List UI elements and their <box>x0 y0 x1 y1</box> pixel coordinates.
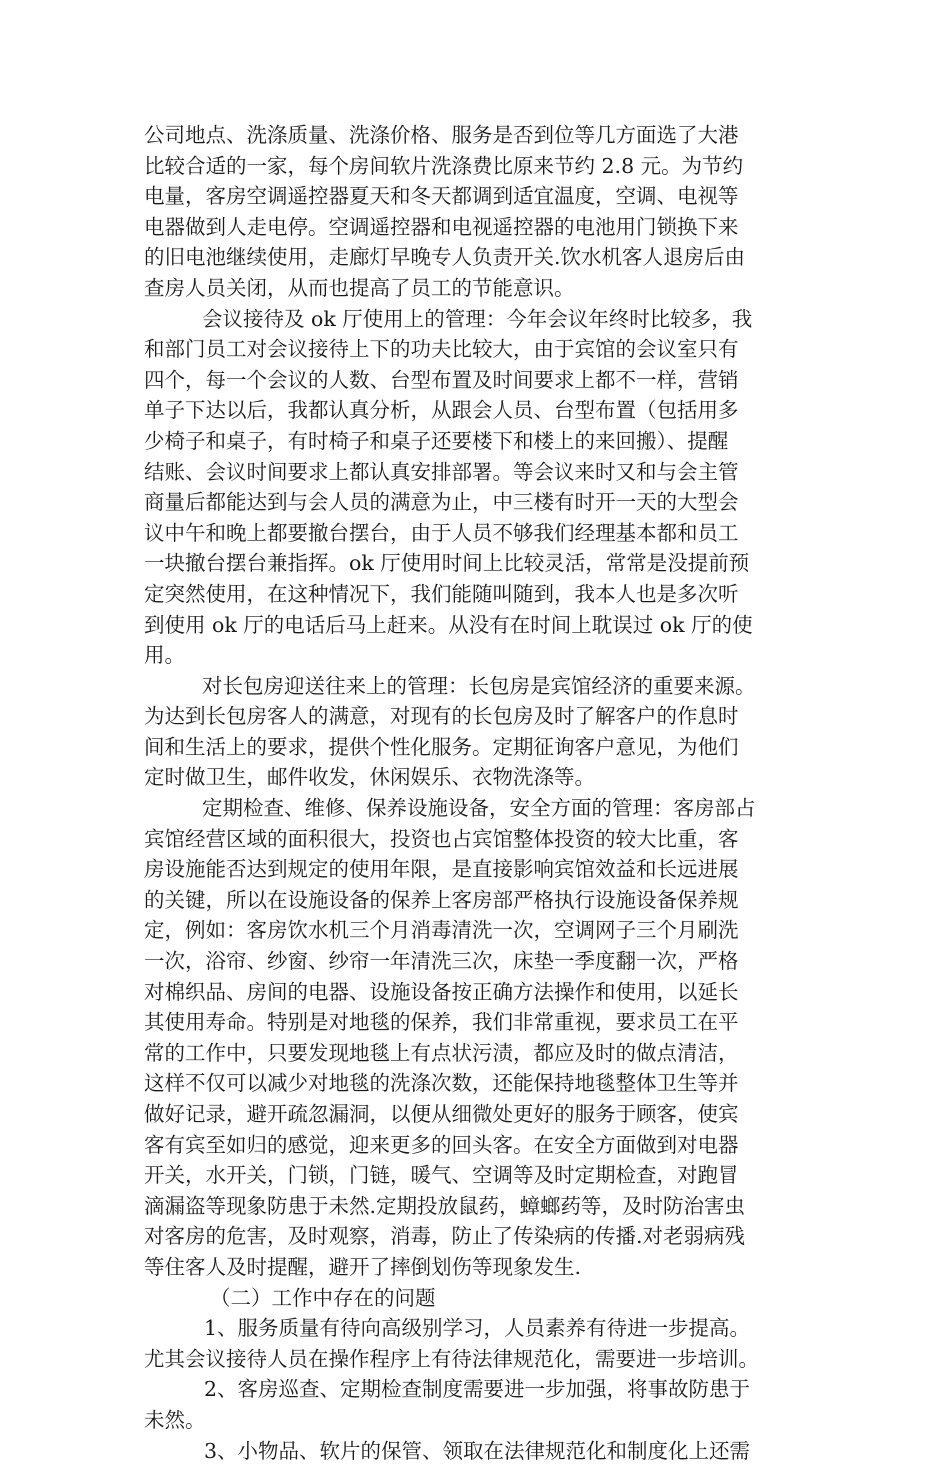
text-line: 电器做到人走电停。空调遥控器和电视遥控器的电池用门锁换下来 <box>144 214 739 239</box>
text-line: 定时做卫生，邮件收发，休闲娱乐、衣物洗涤等。 <box>144 765 595 790</box>
text-line: 常的工作中，只要发现地毯上有点状污渍，都应及时的做点清洁， <box>144 1040 739 1065</box>
text-line: 对长包房迎送往来上的管理：长包房是宾馆经济的重要来源。 <box>202 673 756 698</box>
text-line: 的关键，所以在设施设备的保养上客房部严格执行设施设备保养规 <box>144 887 739 912</box>
text-line: 这样不仅可以减少对地毯的洗涤次数，还能保持地毯整体卫生等并 <box>144 1071 739 1096</box>
text-line: 到使用 ok 厅的电话后马上赶来。从没有在时间上耽误过 ok 厅的使 <box>144 612 753 637</box>
text-line: 对客房的危害，及时观察，消毒，防止了传染病的传播.对老弱病残 <box>144 1224 746 1249</box>
text-line: 宾馆经营区域的面积很大，投资也占宾馆整体投资的较大比重，客 <box>144 826 739 851</box>
text-line: 定，例如：客房饮水机三个月消毒清洗一次，空调网子三个月刷洗 <box>144 918 739 943</box>
text-line: 议中午和晚上都要撤台摆台，由于人员不够我们经理基本都和员工 <box>144 520 739 545</box>
text-line: 公司地点、洗涤质量、洗涤价格、服务是否到位等几方面选了大港 <box>144 123 739 147</box>
text-line: 四个，每一个会议的人数、台型布置及时间要求上都不一样，营销 <box>144 367 739 392</box>
text-line: 一块撤台摆台兼指挥。ok 厅使用时间上比较灵活，常常是没提前预 <box>144 551 750 576</box>
text-line: 商量后都能达到与会人员的满意为止，中三楼有时开一天的大型会 <box>144 490 739 515</box>
text-line: 间和生活上的要求，提供个性化服务。定期征询客户意见，为他们 <box>144 734 739 759</box>
text-line: 和部门员工对会议接待上下的功夫比较大，由于宾馆的会议室只有 <box>144 337 739 362</box>
text-line: 比较合适的一家，每个房间软片洗涤费比原来节约 2.8 元。为节约 <box>144 153 744 178</box>
text-line: 结账、会议时间要求上都认真安排部署。等会议来时又和与会主管 <box>144 459 739 484</box>
text-line: 单子下达以后，我都认真分析，从跟会人员、台型布置（包括用多 <box>144 398 739 423</box>
document-body <box>144 120 812 1466</box>
text-line: 其使用寿命。特别是对地毯的保养，我们非常重视，要求员工在平 <box>144 1010 739 1035</box>
text-line: 一次，浴帘、纱窗、纱帘一年清洗三次，床垫一季度翻一次，严格 <box>144 949 739 974</box>
text-line: 做好记录，避开疏忽漏洞，以便从细微处更好的服务于顾客，使宾 <box>144 1102 739 1126</box>
text-line: 未然。 <box>144 1407 206 1432</box>
text-line: 1、服务质量有待向高级别学习，人员素养有待进一步提高。 <box>204 1316 751 1341</box>
text-line: 开关，水开关，门锁，门链，暖气、空调等及时定期检查，对跑冒 <box>144 1163 739 1188</box>
text-line: 少椅子和桌子，有时椅子和桌子还要楼下和楼上的来回搬）、提醒 <box>144 428 729 453</box>
text-line: 尤其会议接待人员在操作程序上有待法律规范化，需要进一步培训。 <box>144 1346 759 1371</box>
text-line: 对棉织品、房间的电器、设施设备按正确方法操作和使用，以延长 <box>144 979 739 1004</box>
text-line: 3、小物品、软片的保管、领取在法律规范化和制度化上还需 <box>204 1438 751 1463</box>
text-line: 用。 <box>144 643 185 668</box>
text-line: 定期检查、维修、保养设施设备，安全方面的管理：客房部占 <box>202 796 756 821</box>
text-line: 等住客人及时提醒，避开了摔倒划伤等现象发生. <box>144 1254 582 1279</box>
text-line: 电量，客房空调遥控器夏天和冬天都调到适宜温度，空调、电视等 <box>144 184 739 209</box>
text-line: 定突然使用，在这种情况下，我们能随叫随到，我本人也是多次听 <box>144 581 739 606</box>
text-line: 查房人员关闭，从而也提高了员工的节能意识。 <box>144 275 575 300</box>
text-line: 2、客房巡查、定期检查制度需要进一步加强，将事故防患于 <box>204 1377 751 1402</box>
text-line: 滴漏盗等现象防患于未然.定期投放鼠药，蟑螂药等，及时防治害虫 <box>144 1193 746 1218</box>
text-line: 房设施能否达到规定的使用年限，是直接影响宾馆效益和长远进展 <box>144 857 739 882</box>
text-line: 会议接待及 ok 厅使用上的管理：今年会议年终时比较多，我 <box>202 306 753 331</box>
text-line: 客有宾至如归的感觉，迎来更多的回头客。在安全方面做到对电器 <box>144 1132 739 1157</box>
text-line: 为达到长包房客人的满意，对现有的长包房及时了解客户的作息时 <box>144 704 739 729</box>
text-line: （二）工作中存在的问题 <box>210 1285 436 1310</box>
text-line: 的旧电池继续使用，走廊灯早晚专人负责开关.饮水机客人退房后由 <box>144 245 746 270</box>
